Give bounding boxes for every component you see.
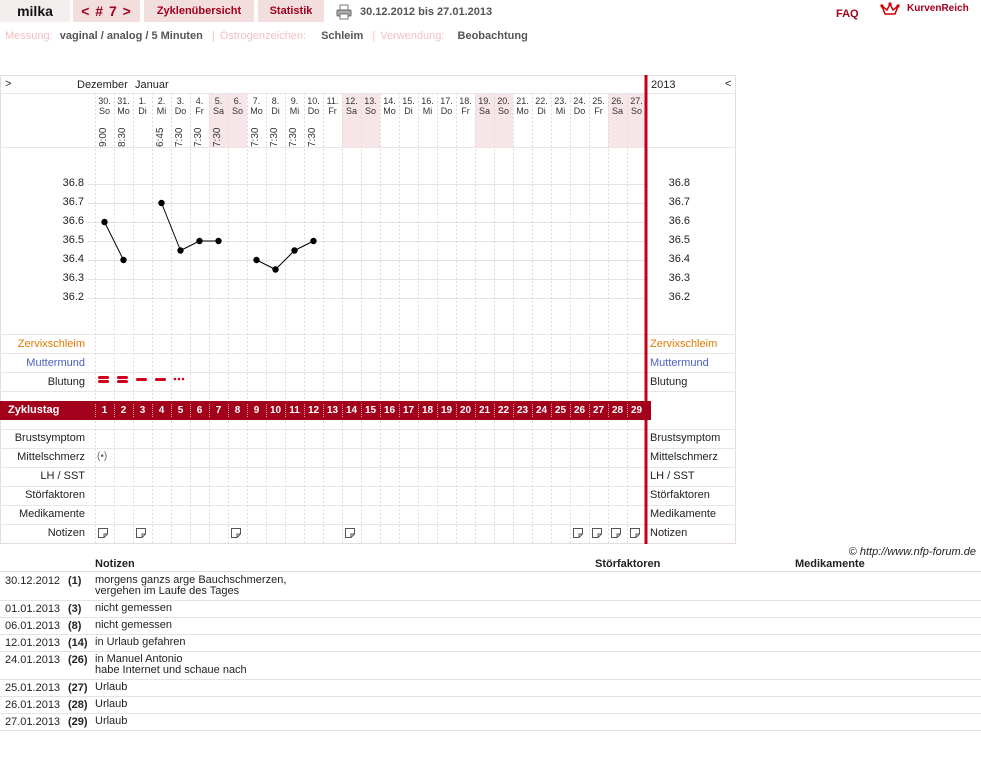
y-tick-label-right: 36.5 (668, 234, 690, 246)
day-weekday: Sa (212, 106, 224, 116)
row-label-cervix-right: Muttermund (650, 357, 709, 369)
day-date: 7. (252, 96, 261, 106)
y-tick-label: 36.7 (62, 196, 84, 208)
measure-time: 8:30 (117, 127, 128, 147)
temp-point[interactable] (158, 200, 164, 206)
day-date: 25. (592, 96, 605, 106)
day-weekday: Mo (250, 106, 263, 116)
chart-grid (0, 75, 736, 544)
day-date: 24. (573, 96, 586, 106)
symptom-row-label-right: Medikamente (650, 508, 717, 520)
table-row (0, 714, 981, 731)
note-date: 30.12.2012 (5, 575, 61, 587)
cycle-day-number: 21 (478, 405, 491, 416)
day-weekday: Di (404, 106, 413, 116)
cycle-day-number: 12 (307, 405, 320, 416)
day-date: 8. (271, 96, 280, 106)
day-weekday: Di (271, 106, 280, 116)
note-cycle-day: (14) (68, 637, 88, 649)
note-text-line: nicht gemessen (95, 602, 173, 614)
cycle-day-separator (361, 404, 362, 417)
day-header[interactable] (133, 96, 152, 116)
cycle-day-number: 3 (139, 405, 146, 416)
day-header[interactable] (570, 96, 589, 116)
cycle-day-separator (532, 404, 533, 417)
day-header[interactable] (456, 96, 475, 116)
y-tick-label: 36.3 (62, 272, 84, 284)
day-header[interactable] (323, 96, 342, 116)
note-text (95, 620, 172, 631)
day-weekday: Do (440, 106, 453, 116)
symptom-row-label: LH / SST (40, 470, 85, 482)
table-row (0, 680, 981, 697)
cycle-day-number: 9 (253, 405, 260, 416)
bleeding-medium-mark[interactable] (154, 375, 170, 385)
header-notes: Notizen (95, 558, 135, 570)
measure-time: 9:00 (98, 127, 109, 147)
cycle-day-separator (209, 404, 210, 417)
cycle-day-number: 13 (326, 405, 339, 416)
note-icon[interactable] (345, 528, 355, 538)
y-tick-label: 36.4 (62, 253, 84, 265)
day-date: 26. (611, 96, 624, 106)
note-date: 25.01.2013 (5, 682, 61, 694)
y-tick-label: 36.2 (62, 291, 84, 303)
note-date: 06.01.2013 (5, 620, 61, 632)
cycle-nav-label: < # 7 > (81, 3, 132, 19)
day-header[interactable] (285, 96, 304, 147)
cycle-day-separator (418, 404, 419, 417)
day-weekday: Do (307, 106, 320, 116)
logo[interactable] (880, 2, 980, 20)
cycle-day-number: 15 (364, 405, 377, 416)
temp-point[interactable] (177, 247, 183, 253)
row-label-cervix: Muttermund (26, 357, 85, 369)
measure-time: 7:30 (193, 127, 204, 147)
month-dezember: Dezember (77, 79, 128, 91)
day-header[interactable] (551, 96, 570, 116)
note-icon[interactable] (592, 528, 602, 538)
note-text-line: Urlaub (95, 715, 128, 727)
measure-time: 7:30 (307, 127, 318, 147)
temp-point[interactable] (196, 238, 202, 244)
cycle-day-separator (95, 404, 96, 417)
cycle-day-number: 27 (592, 405, 605, 416)
note-text-line: nicht gemessen (95, 619, 173, 631)
day-weekday: Fr (328, 106, 337, 116)
day-weekday: Mi (422, 106, 433, 116)
cycle-day-number: 4 (158, 405, 165, 416)
user-tab[interactable] (0, 0, 70, 22)
y-tick-label: 36.5 (62, 234, 84, 246)
bleeding-heavy-mark[interactable] (116, 375, 132, 385)
table-row (0, 573, 981, 601)
y-tick-label-right: 36.4 (668, 253, 690, 265)
day-header[interactable] (190, 96, 209, 147)
day-weekday: Mo (383, 106, 396, 116)
day-weekday: Mi (156, 106, 167, 116)
symptom-row-label-right: Notizen (650, 527, 688, 539)
cycle-day-number: 26 (573, 405, 586, 416)
cycle-day-separator (171, 404, 172, 417)
temp-point[interactable] (101, 219, 107, 225)
meta-value-estrogen: Schleim (321, 30, 364, 42)
nav-next-cycle[interactable]: < (725, 78, 732, 90)
note-date: 12.01.2013 (5, 637, 61, 649)
day-weekday: Di (138, 106, 147, 116)
symptom-row-label-right: Mittelschmerz (650, 451, 718, 463)
cycle-day-separator (380, 404, 381, 417)
day-weekday: Fr (594, 106, 603, 116)
row-label-cervical-mucus-right: Zervixschleim (650, 338, 718, 350)
cycle-day-separator (323, 404, 324, 417)
cycle-day-separator (114, 404, 115, 417)
table-row (0, 697, 981, 714)
cycle-day-separator (456, 404, 457, 417)
day-date: 16. (421, 96, 434, 106)
logo-text: KurvenReich (907, 3, 969, 14)
meta-value-measurement: vaginal / analog / 5 Minuten (59, 30, 203, 42)
note-icon[interactable] (573, 528, 583, 538)
symptom-row-label-right: LH / SST (650, 470, 695, 482)
day-date: 23. (554, 96, 567, 106)
note-text (95, 575, 286, 597)
day-header[interactable] (418, 96, 437, 116)
copyright: © http://www.nfp-forum.de (848, 546, 976, 558)
note-text (95, 654, 247, 676)
user-name: milka (17, 3, 53, 19)
tab-statistics[interactable] (258, 0, 324, 22)
day-header[interactable] (247, 96, 266, 147)
note-text-line: in Manuel Antonio (95, 653, 183, 665)
meta-separator: | (211, 30, 215, 42)
cycle-day-separator (513, 404, 514, 417)
day-header[interactable] (627, 96, 646, 116)
cycle-day-separator (228, 404, 229, 417)
print-icon[interactable] (336, 4, 352, 20)
day-header[interactable] (342, 96, 361, 116)
bleeding-heavy-mark[interactable] (97, 375, 113, 385)
cycle-day-separator (342, 404, 343, 417)
tab-statistics-label: Statistik (269, 5, 313, 17)
note-cycle-day: (29) (68, 716, 88, 728)
cycle-day-number: 14 (345, 405, 358, 416)
note-icon[interactable] (630, 528, 640, 538)
header-medications: Medikamente (795, 558, 865, 570)
nav-prev-cycle[interactable]: > (5, 78, 12, 90)
day-weekday: Mo (516, 106, 529, 116)
cycle-day-number: 20 (459, 405, 472, 416)
day-weekday: So (630, 106, 642, 116)
measure-time: 7:30 (174, 127, 185, 147)
cycle-day-separator (494, 404, 495, 417)
day-date: 22. (535, 96, 548, 106)
note-text-line: morgens ganzs arge Bauchschmerzen, (95, 574, 287, 586)
y-tick-label-right: 36.8 (668, 177, 690, 189)
symptom-row-label: Medikamente (18, 508, 85, 520)
measure-time: 7:30 (212, 127, 223, 147)
note-cycle-day: (8) (68, 620, 82, 632)
table-row (0, 601, 981, 618)
cycle-day-number: 5 (177, 405, 184, 416)
day-date: 15. (402, 96, 415, 106)
day-header[interactable] (589, 96, 608, 116)
tab-cycle-overview[interactable] (144, 0, 254, 22)
day-date: 14. (383, 96, 396, 106)
day-header[interactable] (437, 96, 456, 116)
cycle-day-separator (285, 404, 286, 417)
note-text (95, 682, 127, 693)
cycle-day-number: 23 (516, 405, 529, 416)
cycle-day-separator (589, 404, 590, 417)
y-tick-label: 36.8 (62, 177, 84, 189)
meta-separator: | (372, 30, 376, 42)
note-text-line: habe Internet und schaue nach (95, 664, 247, 676)
day-date: 21. (516, 96, 529, 106)
day-weekday: Di (537, 106, 546, 116)
cycle-day-separator (152, 404, 153, 417)
day-weekday: Mi (289, 106, 300, 116)
day-header[interactable] (152, 96, 171, 147)
note-text (95, 716, 127, 727)
note-icon[interactable] (611, 528, 621, 538)
table-header-divider (0, 571, 981, 572)
note-cycle-day: (27) (68, 682, 88, 694)
cycle-day-band (0, 401, 651, 420)
day-date: 5. (214, 96, 223, 106)
temp-point[interactable] (291, 247, 297, 253)
cycle-day-number: 1 (101, 405, 108, 416)
day-weekday: Sa (345, 106, 357, 116)
note-text (95, 603, 172, 614)
cycle-day-number: 16 (383, 405, 396, 416)
day-date: 19. (478, 96, 491, 106)
day-header[interactable] (380, 96, 399, 116)
cycle-day-number: 28 (611, 405, 624, 416)
row-label-bleeding-right: Blutung (650, 376, 688, 388)
note-cycle-day: (1) (68, 575, 82, 587)
y-tick-label-right: 36.3 (668, 272, 690, 284)
cycle-day-separator (399, 404, 400, 417)
day-header[interactable] (475, 96, 494, 116)
cycle-day-label: Zyklustag (8, 404, 60, 416)
y-tick-label-right: 36.2 (668, 291, 690, 303)
note-icon[interactable] (231, 528, 241, 538)
y-tick-label: 36.6 (62, 215, 84, 227)
cycle-day-separator (570, 404, 571, 417)
day-header[interactable] (171, 96, 190, 147)
measurement-meta (5, 30, 532, 42)
day-date: 31. (117, 96, 130, 106)
symptom-row-label: Mittelschmerz (17, 451, 85, 463)
day-header[interactable] (228, 96, 247, 116)
cycle-day-separator (437, 404, 438, 417)
day-header[interactable] (95, 96, 114, 147)
day-weekday: Fr (195, 106, 204, 116)
note-cycle-day: (3) (68, 603, 82, 615)
note-date: 24.01.2013 (5, 654, 61, 666)
day-weekday: Mo (117, 106, 130, 116)
day-date: 2. (157, 96, 166, 106)
symptom-row-label: Störfaktoren (25, 489, 85, 501)
cycle-day-separator (133, 404, 134, 417)
note-date: 27.01.2013 (5, 716, 61, 728)
measure-time: 7:30 (269, 127, 280, 147)
temp-point[interactable] (120, 257, 126, 263)
date-range: 30.12.2012 bis 27.01.2013 (360, 6, 493, 18)
note-text-line: in Urlaub gefahren (95, 636, 186, 648)
note-date: 26.01.2013 (5, 699, 61, 711)
cycle-day-separator (475, 404, 476, 417)
tab-cycle-overview-label: Zyklenübersicht (156, 5, 242, 17)
bleeding-spotting-mark[interactable] (173, 375, 189, 385)
cycle-day-separator (627, 404, 628, 417)
cycle-day-number: 8 (234, 405, 241, 416)
year-label: 2013 (651, 79, 676, 91)
day-weekday: Do (174, 106, 187, 116)
cycle-day-number: 7 (215, 405, 222, 416)
note-text (95, 699, 127, 710)
day-date: 1. (138, 96, 147, 106)
cycle-day-separator (551, 404, 552, 417)
day-date: 11. (326, 96, 339, 106)
symptom-row-label-right: Störfaktoren (650, 489, 710, 501)
measure-time: 7:30 (288, 127, 299, 147)
day-weekday: Do (573, 106, 586, 116)
cycle-day-number: 11 (289, 405, 300, 416)
day-header[interactable] (209, 96, 228, 147)
cycle-day-number: 2 (120, 405, 127, 416)
day-weekday: Sa (611, 106, 623, 116)
cycle-day-separator (266, 404, 267, 417)
day-date: 20. (497, 96, 510, 106)
cycle-day-separator (608, 404, 609, 417)
table-row (0, 618, 981, 635)
note-icon[interactable] (98, 528, 108, 538)
note-icon[interactable] (136, 528, 146, 538)
day-date: 9. (290, 96, 299, 106)
cycle-day-number: 25 (554, 405, 567, 416)
day-weekday: So (231, 106, 243, 116)
cycle-day-number: 24 (535, 405, 548, 416)
meta-key-usage: Verwendung: (380, 30, 445, 42)
row-label-bleeding: Blutung (47, 376, 85, 388)
note-text-line: vergehen im Laufe des Tages (95, 585, 240, 597)
day-weekday: So (98, 106, 110, 116)
day-date: 18. (459, 96, 472, 106)
note-text (95, 637, 186, 648)
month-januar: Januar (135, 79, 169, 91)
cycle-day-number: 19 (440, 405, 453, 416)
symptom-row-label-right: Brustsymptom (650, 432, 721, 444)
day-header[interactable] (304, 96, 323, 147)
note-date: 01.01.2013 (5, 603, 61, 615)
day-header[interactable] (494, 96, 513, 116)
y-tick-label-right: 36.7 (668, 196, 690, 208)
day-date: 10. (307, 96, 320, 106)
temp-point[interactable] (215, 238, 221, 244)
cycle-chart (0, 75, 736, 544)
cycle-day-number: 10 (269, 405, 282, 416)
cycle-day-number: 29 (630, 405, 643, 416)
note-text-line: Urlaub (95, 698, 128, 710)
symptom-row-label: Brustsymptom (14, 432, 85, 444)
day-header[interactable] (114, 96, 133, 147)
day-weekday: So (364, 106, 376, 116)
meta-key-measurement: Messung: (5, 30, 53, 42)
day-date: 6. (233, 96, 242, 106)
day-header[interactable] (513, 96, 532, 116)
day-date: 13. (364, 96, 377, 106)
cycle-day-number: 22 (497, 405, 510, 416)
day-date: 17. (440, 96, 453, 106)
cycle-day-number: 17 (402, 405, 415, 416)
day-weekday: Fr (461, 106, 470, 116)
faq-link[interactable]: FAQ (836, 8, 859, 20)
cycle-day-number: 18 (421, 405, 434, 416)
day-header[interactable] (608, 96, 627, 116)
header-disturbances: Störfaktoren (595, 558, 661, 570)
y-tick-label-right: 36.6 (668, 215, 690, 227)
meta-value-usage: Beobachtung (457, 30, 528, 42)
note-cycle-day: (26) (68, 654, 88, 666)
cycle-nav-tab[interactable] (73, 0, 140, 22)
measure-time: 7:30 (250, 127, 261, 147)
day-weekday: So (497, 106, 509, 116)
day-weekday: Sa (478, 106, 490, 116)
day-header[interactable] (361, 96, 380, 116)
cycle-day-separator (190, 404, 191, 417)
day-date: 4. (195, 96, 204, 106)
day-date: 27. (630, 96, 643, 106)
day-header[interactable] (532, 96, 551, 116)
temp-point[interactable] (272, 266, 278, 272)
mittelschmerz-mark[interactable]: (•) (97, 451, 108, 462)
day-header[interactable] (399, 96, 418, 116)
day-date: 3. (176, 96, 185, 106)
temp-point[interactable] (253, 257, 259, 263)
day-weekday: Mi (555, 106, 566, 116)
note-text-line: Urlaub (95, 681, 128, 693)
temp-point[interactable] (310, 238, 316, 244)
day-date: 30. (98, 96, 111, 106)
day-header[interactable] (266, 96, 285, 147)
meta-key-estrogen: Östrogenzeichen: (219, 30, 306, 42)
cycle-day-separator (304, 404, 305, 417)
crown-icon (880, 2, 900, 18)
day-date: 12. (345, 96, 358, 106)
bleeding-medium-mark[interactable] (135, 375, 151, 385)
measure-time: 6:45 (155, 127, 166, 147)
cycle-day-number: 6 (196, 405, 203, 416)
table-row (0, 635, 981, 652)
note-cycle-day: (28) (68, 699, 88, 711)
symptom-row-label: Notizen (47, 527, 85, 539)
table-row (0, 652, 981, 680)
row-label-cervical-mucus: Zervixschleim (17, 338, 85, 350)
cycle-day-separator (247, 404, 248, 417)
